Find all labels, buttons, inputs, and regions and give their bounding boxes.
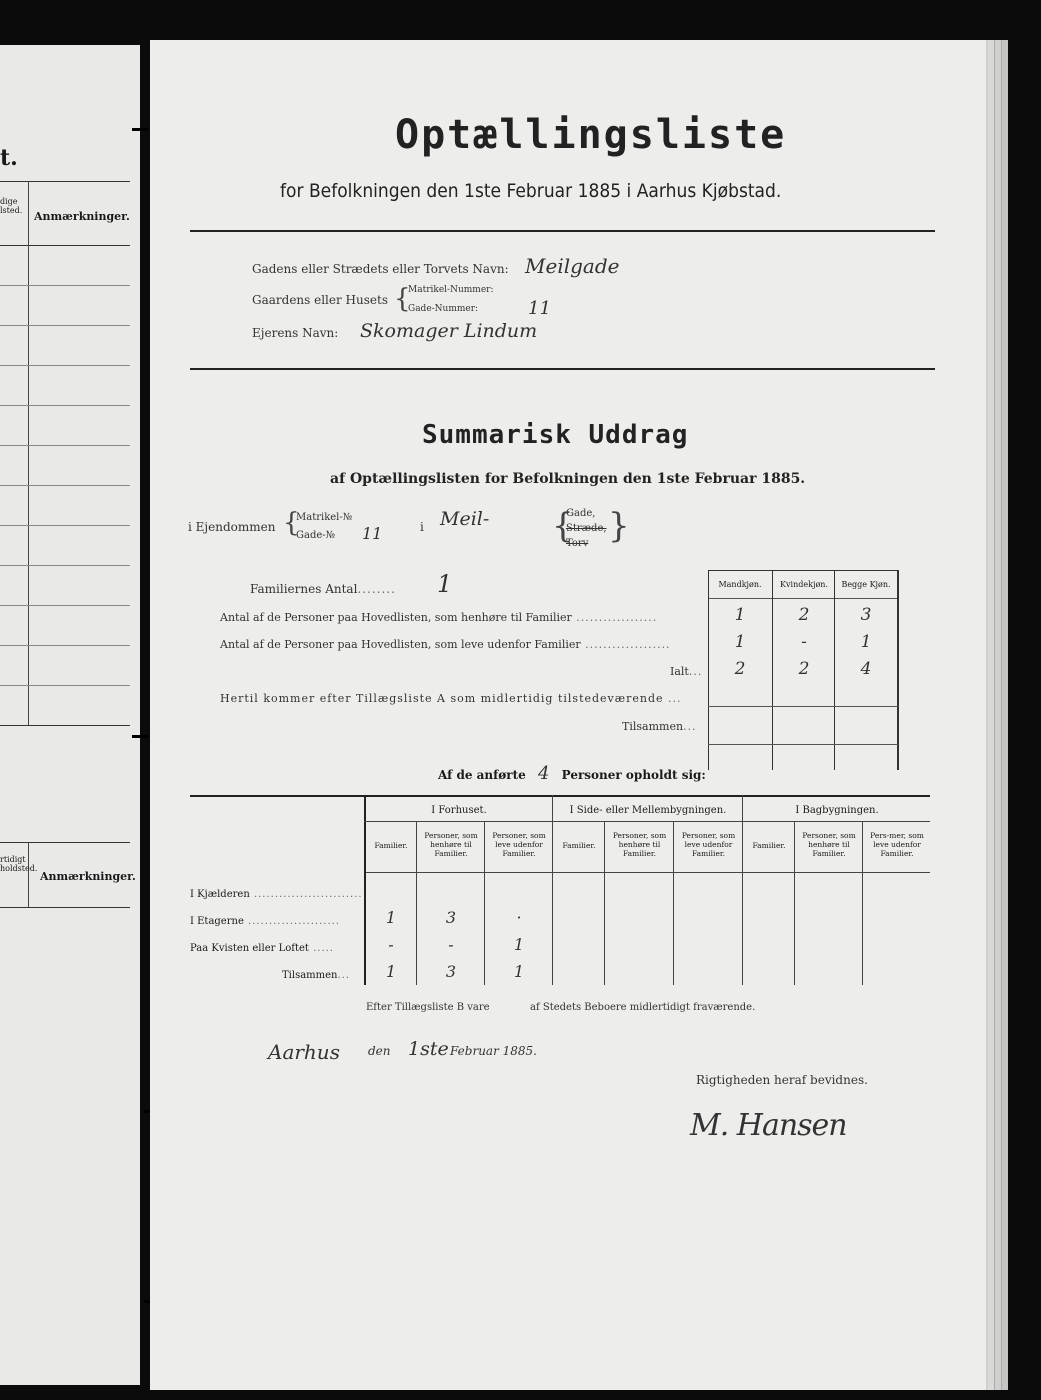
residence-row-label: I Kjælderen .......................... bbox=[190, 889, 363, 900]
brace: { bbox=[394, 284, 411, 314]
residence-row-label: Tilsammen... bbox=[282, 970, 351, 981]
counts-row-label: Antal af de Personer paa Hovedlisten, som leve udenfor Familier ................... bbox=[220, 638, 671, 651]
sub-header: Personer, som henhøre til Familier. bbox=[802, 831, 856, 858]
residence-cell: - bbox=[388, 935, 394, 954]
property-gade-value: 11 bbox=[362, 524, 383, 543]
count-cell: 1 bbox=[860, 632, 872, 652]
residence-cell: 3 bbox=[445, 962, 457, 981]
counts-row-label: Hertil kommer efter Tillægsliste A som midlertidig tilstedeværende ... bbox=[220, 692, 682, 705]
count-cell: 1 bbox=[734, 632, 746, 652]
residence-cell: 1 bbox=[385, 962, 397, 981]
count-cell: 1 bbox=[734, 605, 746, 625]
counts-row-label: Tilsammen... bbox=[622, 720, 697, 733]
property-i-label: i bbox=[420, 520, 424, 534]
sub-header: Personer, som henhøre til Familier. bbox=[424, 831, 478, 858]
brace: { bbox=[552, 506, 574, 546]
familier-label: Familiernes Antal........ bbox=[250, 582, 396, 596]
sign-date: Februar 1885. bbox=[450, 1044, 537, 1058]
left-page-heading: t. bbox=[0, 145, 18, 171]
residence-cell: · bbox=[516, 908, 522, 927]
residence-row-label: I Etagerne ...................... bbox=[190, 916, 340, 927]
left-col-header-a: dige lsted. bbox=[0, 197, 23, 215]
left-col-header-d: Anmærkninger. bbox=[40, 870, 136, 883]
property-street-value: Meil- bbox=[440, 508, 490, 530]
residence-table bbox=[190, 793, 930, 993]
page-marker bbox=[132, 735, 148, 738]
divider bbox=[190, 368, 935, 370]
sub-header: Personer, som leve udenfor Familier. bbox=[492, 831, 546, 858]
residence-cell: 1 bbox=[513, 962, 525, 981]
count-cell: 2 bbox=[734, 659, 746, 679]
property-gade-label: Gade-№ bbox=[296, 530, 336, 541]
census-form-page bbox=[150, 40, 986, 1390]
sub-header: Pers-mer, som leve udenfor Familier. bbox=[870, 831, 924, 858]
sign-den-label: den bbox=[368, 1044, 391, 1058]
street-label: Gadens eller Strædets eller Torvets Navn: bbox=[252, 262, 509, 276]
group-header-bagbygning: I Bagbygningen. bbox=[795, 805, 879, 816]
page-edge bbox=[1001, 40, 1008, 1390]
left-col-header-c: rtidigt holdsted. bbox=[0, 855, 38, 873]
sub-header: Familier. bbox=[562, 841, 596, 850]
property-matrikel-label: Matrikel-№ bbox=[296, 512, 353, 523]
sub-header: Familier. bbox=[752, 841, 786, 850]
count-cell: 4 bbox=[860, 659, 872, 679]
count-cell: 3 bbox=[860, 605, 872, 625]
left-page bbox=[0, 45, 140, 1385]
summary-subtitle: af Optællingslisten for Befolkningen den 1ste Februar 1885. bbox=[330, 471, 806, 487]
form-title: Optællingsliste bbox=[395, 112, 787, 158]
counts-table bbox=[708, 570, 898, 770]
owner-value: Skomager Lindum bbox=[360, 320, 538, 342]
sub-header: Personer, som henhøre til Familier. bbox=[612, 831, 667, 858]
counts-row-label: Ialt... bbox=[670, 665, 703, 678]
page-marker bbox=[132, 128, 148, 131]
summary-title: Summarisk Uddrag bbox=[422, 420, 689, 450]
divider bbox=[190, 230, 935, 232]
brace: { bbox=[283, 508, 300, 538]
familier-value: 1 bbox=[437, 570, 453, 598]
residence-cell: 3 bbox=[445, 908, 457, 927]
street-type-gade: Gade, bbox=[566, 508, 596, 519]
residence-cell: 1 bbox=[385, 908, 397, 927]
sub-header: Familier. bbox=[374, 841, 408, 850]
col-header-mandkjon: Mandkjøn. bbox=[718, 580, 762, 589]
owner-label: Ejerens Navn: bbox=[252, 326, 339, 340]
footnote-a: Efter Tillægsliste B vare bbox=[366, 1002, 490, 1013]
count-cell: 2 bbox=[798, 659, 810, 679]
matrikel-label: Matrikel-Nummer: bbox=[408, 285, 494, 295]
sign-place: Aarhus bbox=[268, 1040, 340, 1064]
brace: } bbox=[608, 506, 630, 546]
property-label: i Ejendommen bbox=[188, 520, 276, 534]
sub-header: Personer, som leve udenfor Familier. bbox=[681, 831, 736, 858]
count-cell: 2 bbox=[798, 605, 810, 625]
form-subtitle: for Befolkningen den 1ste Februar 1885 i Aarhus Kjøbstad. bbox=[280, 180, 782, 202]
residence-intro: Af de anførte 4 Personer opholdt sig: bbox=[438, 763, 706, 784]
street-value: Meilgade bbox=[525, 254, 620, 278]
counts-row-label: Antal af de Personer paa Hovedlisten, som henhøre til Familier .................. bbox=[220, 611, 658, 624]
sign-day: 1ste bbox=[408, 1038, 449, 1060]
residence-cell: 1 bbox=[513, 935, 525, 954]
count-cell: - bbox=[801, 632, 807, 652]
left-col-header-b: Anmærkninger. bbox=[34, 210, 130, 223]
street-type-torv: Torv bbox=[566, 538, 589, 549]
col-header-kvindekjon: Kvindekjøn. bbox=[780, 580, 828, 589]
signer-signature: M. Hansen bbox=[690, 1108, 847, 1143]
group-header-forhuset: I Forhuset. bbox=[431, 805, 487, 816]
residence-row-label: Paa Kvisten eller Loftet ..... bbox=[190, 943, 334, 954]
gade-nr-label: Gade-Nummer: bbox=[408, 304, 479, 314]
residence-cell: - bbox=[448, 935, 454, 954]
group-header-sidebygning: I Side- eller Mellembygningen. bbox=[569, 805, 727, 816]
certify-text: Rigtigheden heraf bevidnes. bbox=[696, 1073, 868, 1087]
house-label: Gaardens eller Husets bbox=[252, 293, 388, 307]
gade-nr-value: 11 bbox=[528, 298, 551, 319]
footnote-b: af Stedets Beboere midlertidigt fraværende. bbox=[530, 1002, 756, 1013]
col-header-begge: Begge Kjøn. bbox=[841, 580, 891, 589]
street-type-straede: Stræde, bbox=[566, 523, 607, 534]
